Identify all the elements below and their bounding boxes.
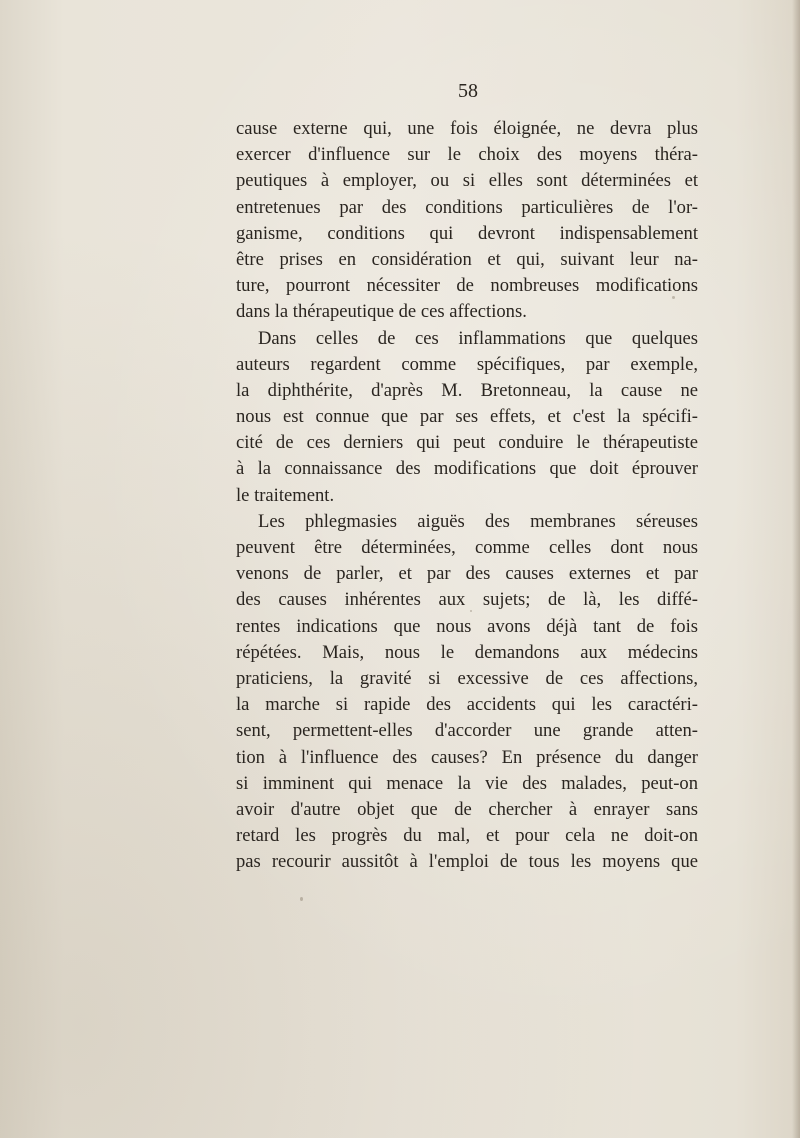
- text-line: venons de parler, et par des causes externes et par: [236, 563, 698, 585]
- text-line: le traitement.: [236, 484, 335, 506]
- paper-speck: [300, 897, 303, 901]
- text-line: tion à l'influence des causes? En présence du danger: [236, 746, 698, 768]
- text-line: Dans celles de ces inflammations que quelques: [258, 327, 698, 349]
- text-line: peuvent être déterminées, comme celles dont nous: [236, 537, 698, 558]
- page-edge-shadow: [792, 0, 800, 1138]
- text-line: praticiens, la gravité si excessive de ces affections,: [236, 667, 698, 689]
- text-line: dans la thérapeutique de ces affections.: [236, 301, 527, 323]
- text-line: cité de ces derniers qui peut conduire le thérapeutiste: [236, 432, 698, 454]
- paper-speck: [470, 610, 472, 612]
- text-line: la diphthérite, d'après M. Bretonneau, la cause ne: [236, 379, 698, 401]
- text-line: auteurs regardent comme spécifiques, par exemple,: [236, 353, 698, 375]
- text-line: des causes inhérentes aux sujets; de là, les diffé-: [236, 589, 698, 611]
- page-number: 58: [458, 80, 478, 102]
- body-text: [236, 116, 698, 875]
- text-line: ture, pourront nécessiter de nombreuses modifications: [236, 275, 698, 297]
- text-line: avoir d'autre objet que de chercher à enrayer sans: [236, 798, 698, 820]
- paper-speck: [672, 296, 675, 299]
- text-line: cause externe qui, une fois éloignée, ne devra plus: [236, 118, 698, 139]
- text-line: sent, permettent-elles d'accorder une grande atten-: [236, 720, 698, 742]
- text-line: à la connaissance des modifications que doit éprouver: [236, 458, 698, 480]
- text-line: ganisme, conditions qui devront indispensablement: [236, 222, 698, 244]
- text-line: rentes indications que nous avons déjà tant de fois: [236, 615, 698, 637]
- text-line: être prises en considération et qui, suivant leur na-: [236, 248, 698, 270]
- text-line: nous est connue que par ses effets, et c'est la spécifi-: [236, 406, 698, 428]
- text-line: Les phlegmasies aiguës des membranes séreuses: [258, 510, 698, 532]
- text-line: pas recourir aussitôt à l'emploi de tous les moyens que: [236, 851, 698, 873]
- text-line: exercer d'influence sur le choix des moyens théra-: [236, 144, 698, 166]
- text-line: retard les progrès du mal, et pour cela ne doit-on: [236, 825, 698, 847]
- text-line: peutiques à employer, ou si elles sont déterminées et: [236, 170, 698, 192]
- text-line: la marche si rapide des accidents qui les caractéri-: [236, 694, 698, 716]
- text-line: si imminent qui menace la vie des malades, peut-on: [236, 772, 698, 794]
- text-line: répétées. Mais, nous le demandons aux médecins: [236, 641, 698, 663]
- text-line: entretenues par des conditions particulières de l'or-: [236, 196, 698, 218]
